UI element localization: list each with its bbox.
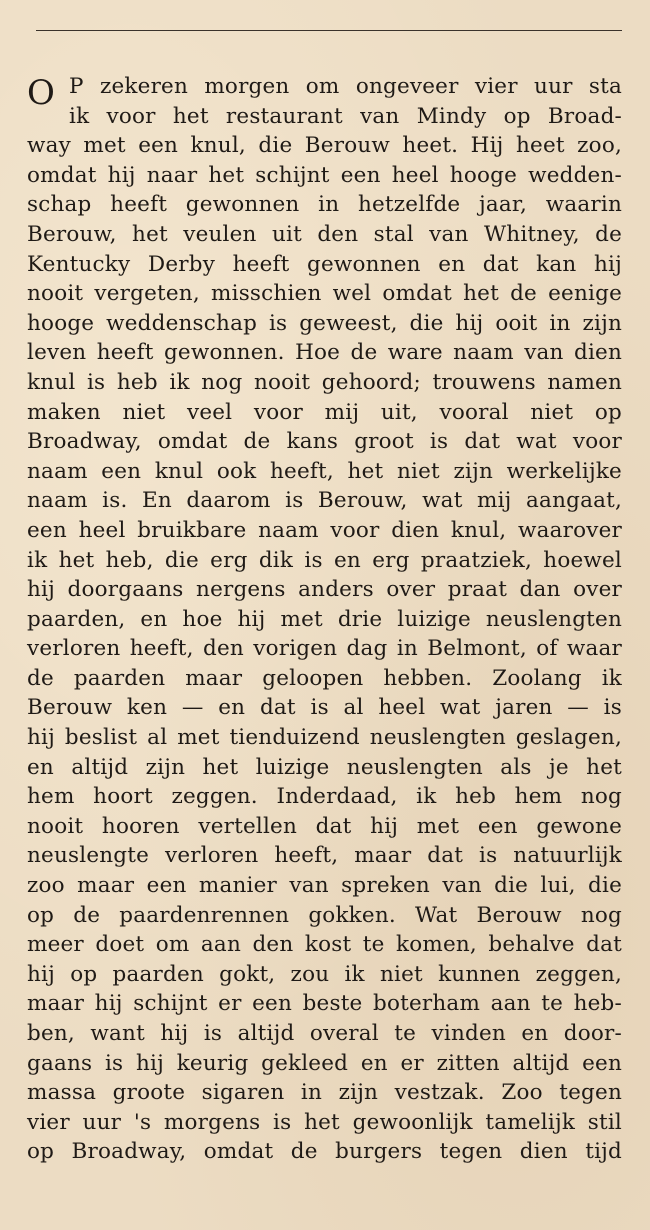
body-text — [27, 72, 622, 1167]
text-line: Broadway, omdat de kans groot is dat wat voor — [27, 429, 622, 455]
text-line: hem hoort zeggen. Inderdaad, ik heb hem nog — [27, 784, 622, 810]
text-line-1: P zekeren morgen om ongeveer vier uur sta — [69, 74, 622, 99]
text-line: zoo maar een manier van spreken van die lui, die — [27, 873, 622, 899]
text-line: Berouw, het veulen uit den stal van Whitney, de — [27, 221, 622, 247]
text-line: schap heeft gewonnen in hetzelfde jaar, waarin — [27, 192, 622, 218]
text-line: omdat hij naar het schijnt een heel hooge wedden- — [27, 162, 622, 188]
text-line: ik het heb, die erg dik is en erg praatziek, hoewel — [27, 547, 622, 573]
text-line: hij op paarden gokt, zou ik niet kunnen zeggen, — [27, 961, 622, 987]
text-line: way met een knul, die Berouw heet. Hij heet zoo, — [27, 133, 622, 159]
text-line: op de paardenrennen gokken. Wat Berouw nog — [27, 902, 622, 928]
text-line: naam een knul ook heeft, het niet zijn werkelijke — [27, 458, 622, 484]
text-line: een heel bruikbare naam voor dien knul, waarover — [27, 517, 622, 543]
text-line: hij doorgaans nergens anders over praat dan over — [27, 577, 622, 603]
text-line: gaans is hij keurig gekleed en er zitten altijd een — [27, 1050, 622, 1076]
text-line: nooit hooren vertellen dat hij met een gewone — [27, 813, 622, 839]
text-line-2: ik voor het restaurant van Mindy op Broad- — [69, 103, 622, 129]
text-line: verloren heeft, den vorigen dag in Belmont, of waar — [27, 636, 622, 662]
text-line: de paarden maar geloopen hebben. Zoolang ik — [27, 665, 622, 691]
text-line: op Broadway, omdat de burgers tegen dien tijd — [27, 1139, 622, 1165]
text-line: Berouw ken — en dat is al heel wat jaren — is — [27, 695, 622, 721]
text-line: maken niet veel voor mij uit, vooral niet op — [27, 399, 622, 425]
text-line: massa groote sigaren in zijn vestzak. Zoo tegen — [27, 1080, 622, 1106]
text-line: neuslengte verloren heeft, maar dat is natuurlijk — [27, 843, 622, 869]
text-line: hooge weddenschap is geweest, die hij ooit in zijn — [27, 310, 622, 336]
text-line: nooit vergeten, misschien wel omdat het de eenige — [27, 281, 622, 307]
text-line: Kentucky Derby heeft gewonnen en dat kan hij — [27, 251, 622, 277]
text-line: hij beslist al met tienduizend neuslengten geslagen, — [27, 725, 622, 751]
text-line: knul is heb ik nog nooit gehoord; trouwens namen — [27, 369, 622, 395]
text-line: ben, want hij is altijd overal te vinden en door- — [27, 1021, 622, 1046]
text-line: leven heeft gewonnen. Hoe de ware naam van dien — [27, 340, 622, 366]
text-line: vier uur 's morgens is het gewoonlijk tamelijk stil — [27, 1109, 622, 1135]
text-line: meer doet om aan den kost te komen, behalve dat — [27, 932, 622, 958]
top-rule — [36, 30, 622, 31]
drop-cap: O — [27, 73, 55, 113]
text-line: paarden, en hoe hij met drie luizige neuslengten — [27, 606, 622, 632]
text-line: maar hij schijnt er een beste boterham aan te heb- — [27, 991, 622, 1017]
text-line: en altijd zijn het luizige neuslengten als je het — [27, 754, 622, 780]
text-line: naam is. En daarom is Berouw, wat mij aangaat, — [27, 488, 622, 514]
